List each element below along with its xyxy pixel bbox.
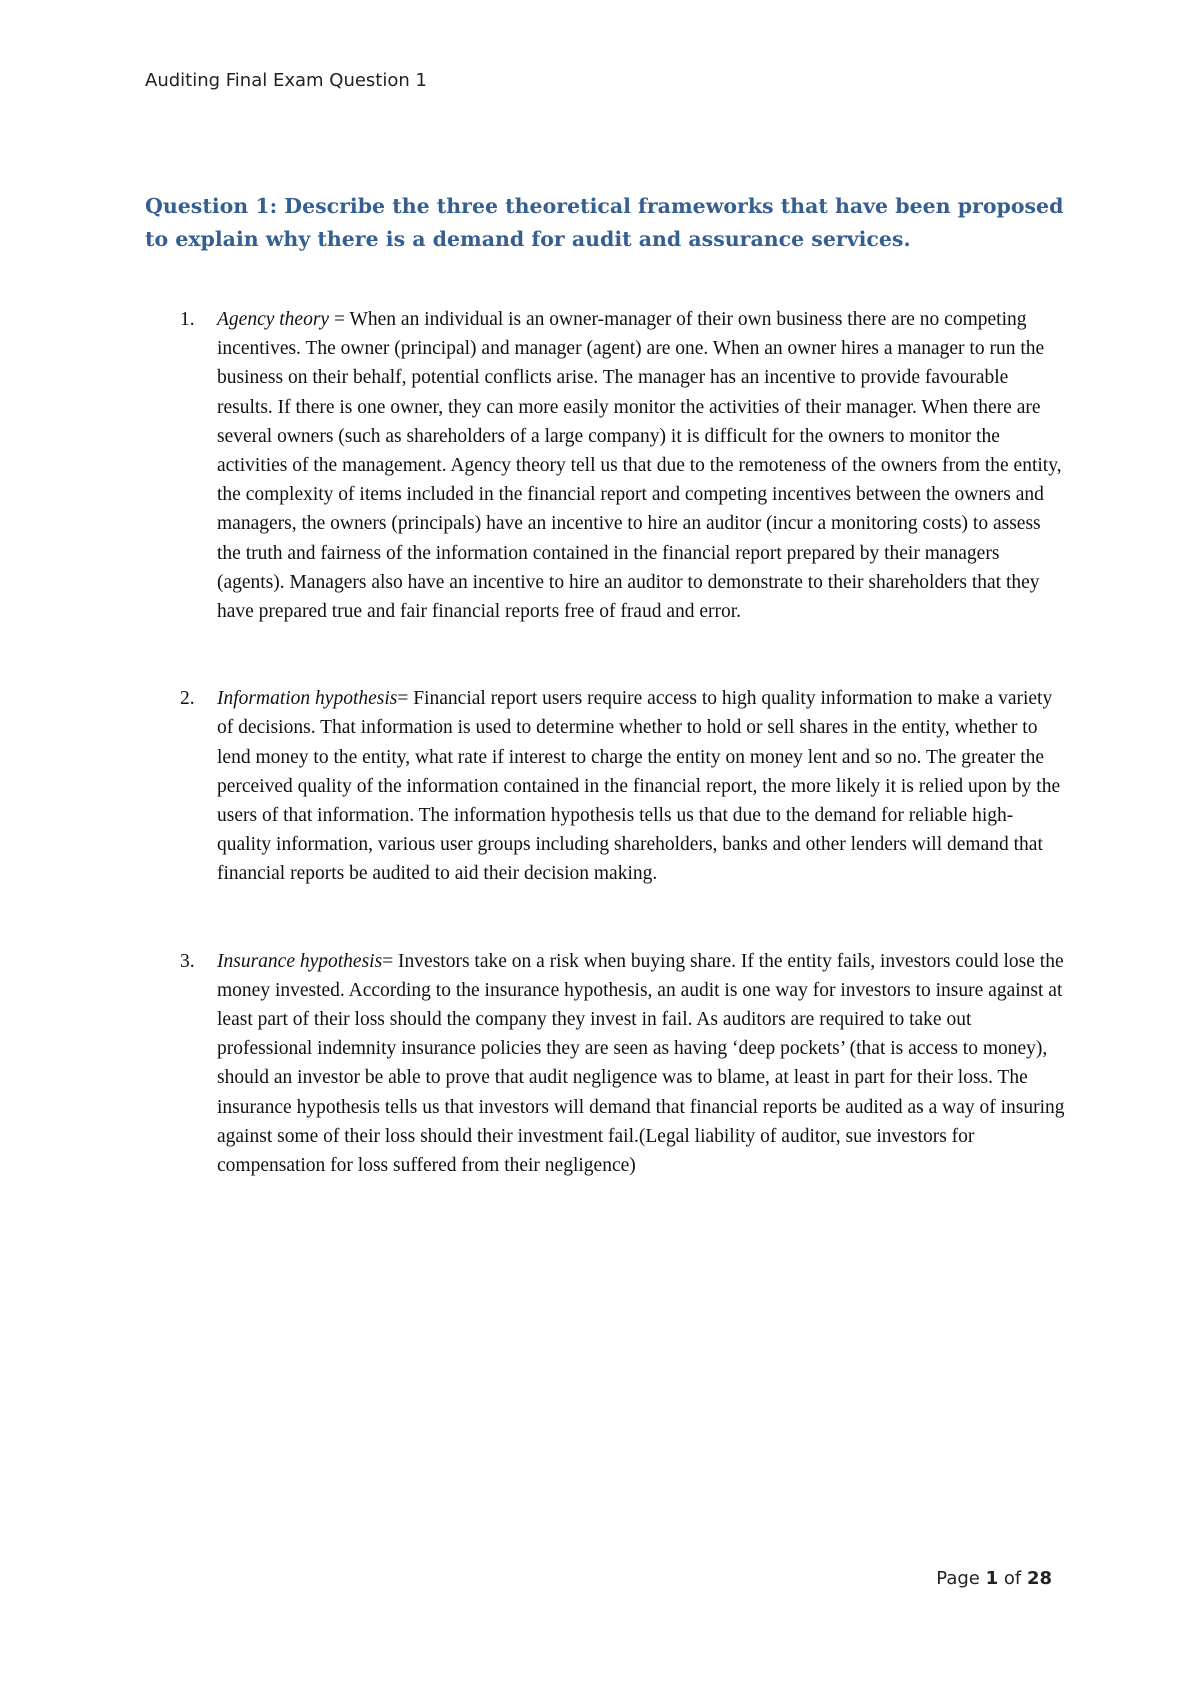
total-page-count: 28 xyxy=(1026,1568,1052,1589)
list-item-body: = Financial report users require access to high quality information to make a variety of decisions. That information is used to determine whether to hold or sell shares in the entity, whether to lend money to the entity, what rate if interest to charge the entity on money lent and so no. The greater the perceived quality of the information contained in the financial report, the more likely it is relied upon by the users of that information. The information hypothesis tells us that due to the demand for reliable high-quality information, various user groups including shareholders, banks and other lenders will demand that financial reports be audited to aid their decision making. xyxy=(217,688,1061,885)
list-item-body: = Investors take on a risk when buying share. If the entity fails, investors could lose the money invested. According to the insurance hypothesis, an audit is one way for investors to insure against at least part of their loss should the company they invest in fail. As auditors are required to take out professional indemnity insurance policies they are seen as having ‘deep pockets’ (that is access to money), should an investor be able to prove that audit negligence was to blame, at least in part for their loss. The insurance hypothesis tells us that investors will demand that financial reports be audited as a way of insuring against some of their loss should their investment fail.(Legal liability of auditor, sue investors for compensation for loss suffered from their negligence) xyxy=(217,950,1065,1177)
question-heading: Question 1: Describe the three theoretical frameworks that have been proposed to explain why there is a demand for audit and assurance services. xyxy=(145,194,1064,251)
term-information-hypothesis: Information hypothesis xyxy=(217,688,398,710)
page-of-label: of xyxy=(998,1568,1027,1589)
page-header: Auditing Final Exam Question 1 xyxy=(145,70,427,91)
list-item-number: 2. xyxy=(180,688,195,710)
term-agency-theory: Agency theory xyxy=(217,309,330,330)
framework-list xyxy=(145,305,1065,1180)
list-item-body: = When an individual is an owner-manager of their own business there are no competing incentives. The owner (principal) and manager (agent) are one. When an owner hires a manager to run the business on their behalf, potential conflicts arise. The manager has an incentive to provide favourable results. If there is one owner, they can more easily monitor the activities of their manager. When there are several owners (such as shareholders of a large company) it is difficult for the owners to monitor the activities of the management. Agency theory tell us that due to the remoteness of the owners from the entity, the complexity of items included in the financial report and competing incentives between the owners and managers, the owners (principals) have an incentive to hire an auditor (incur a monitoring costs) to assess the truth and fairness of the information contained in the financial report prepared by their managers (agents). Managers also have an incentive to hire an auditor to demonstrate to their shareholders that they have prepared true and fair financial reports free of fraud and error. xyxy=(217,309,1062,623)
term-insurance-hypothesis: Insurance hypothesis xyxy=(217,950,383,972)
list-item-information-hypothesis xyxy=(145,684,1065,888)
page-label: Page xyxy=(936,1568,986,1589)
list-item-insurance-hypothesis xyxy=(145,947,1065,1181)
current-page-number: 1 xyxy=(985,1568,999,1589)
list-item-number: 1. xyxy=(180,309,195,330)
page-footer xyxy=(936,1568,1052,1589)
list-item-agency-theory xyxy=(145,305,1065,626)
list-item-number: 3. xyxy=(180,950,195,972)
